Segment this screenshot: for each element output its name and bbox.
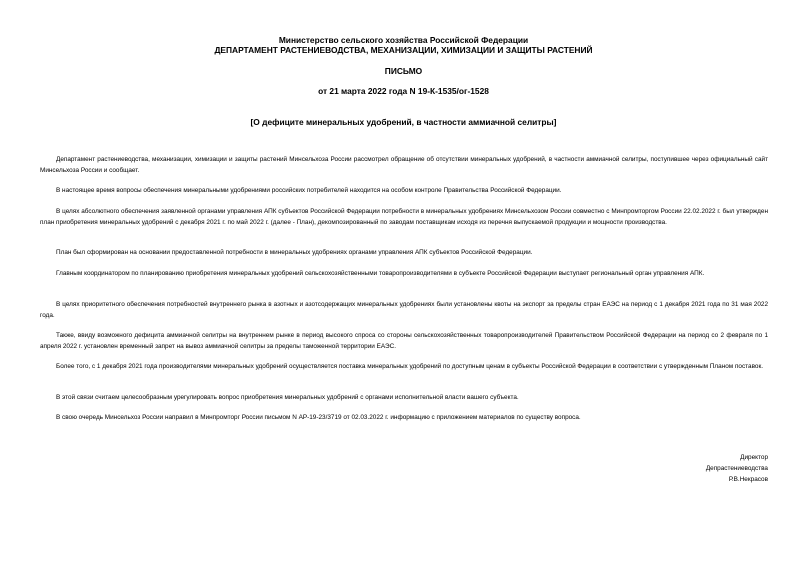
department-title: ДЕПАРТАМЕНТ РАСТЕНИЕВОДСТВА, МЕХАНИЗАЦИИ, ХИМИЗАЦИИ И ЗАЩИТЫ РАСТЕНИЙ (214, 45, 593, 55)
ministry-title: Министерство сельского хозяйства Российской Федерации (278, 35, 529, 45)
body-paragraph: Главным координатором по планированию приобретения минеральных удобрений сельскохозяйственными товаропроизводителями в субъекте Российской Федерации выступает региональный орган управления АПК. (56, 270, 705, 277)
body-paragraph: В настоящее время вопросы обеспечения минеральными удобрениями российских потребителей находится на особом контроле Правительства Российской Федерации. (56, 187, 562, 194)
signature-department: Депрастениеводства (705, 465, 768, 472)
body-paragraph: Также, ввиду возможного дефицита аммиачной селитры на внутреннем рынке в период высокого спроса со стороны сельскохозяйственных товаропроизводителей Правительством Российской Федерации на период со 2 февраля по 1 апреля 2022 г. установлен временный запрет на вывоз аммиачной селитры за пределы таможенной территории ЕАЭС. (40, 332, 768, 350)
document-type: ПИСЬМО (384, 66, 423, 76)
document-subject: [О дефиците минеральных удобрений, в частности аммиачной селитры] (250, 117, 557, 127)
signature-position: Директор (740, 454, 768, 461)
body-paragraph: Более того, с 1 декабря 2021 года производителями минеральных удобрений осуществляется поставка минеральных удобрений по доступным ценам в субъекты Российской Федерации в соответствии с утвержденным Планом поставок. (56, 363, 764, 370)
body-paragraph: В свою очередь Минсельхоз России направил в Минпромторг России письмом N АР-19-23/3719 от 02.03.2022 г. информацию с приложением материалов по существу вопроса. (56, 414, 581, 421)
body-paragraph: В этой связи считаем целесообразным урегулировать вопрос приобретения минеральных удобрений с органами исполнительной власти вашего субъекта. (56, 394, 519, 401)
body-paragraph: Департамент растениеводства, механизации, химизации и защиты растений Минсельхоза России рассмотрел обращение об отсутствии минеральных удобрений, в частности аммиачной селитры, поступившее через официальный сайт Минсельхоза России и сообщает. (40, 156, 768, 174)
body-paragraph: В целях абсолютного обеспечения заявленной органами управления АПК субъектов Российской Федерации потребности в минеральных удобрениях Минсельхозом России совместно с Минпромторгом России 22.02.2022 г. был утвержден план приобретения минеральных удобрений с декабря 2021 г. по май 2022 г. (далее - План), декомпозированный по заводам поставщикам исходя из перечня выпускаемой продукции и мощности производства. (40, 208, 768, 226)
document-date-number: от 21 марта 2022 года N 19-К-1535/ог-1528 (318, 86, 489, 96)
signature-name: Р.В.Некрасов (728, 476, 768, 483)
body-paragraph: План был сформирован на основании предоставленной потребности в минеральных удобрениях органами управления АПК субъектов Российской Федерации. (56, 249, 533, 256)
body-paragraph: В целях приоритетного обеспечения потребностей внутреннего рынка в азотных и азотсодержащих минеральных удобрениях были установлены квоты на экспорт за пределы стран ЕАЭС на период с 1 декабря 2021 года по 31 мая 2022 года. (40, 301, 768, 319)
